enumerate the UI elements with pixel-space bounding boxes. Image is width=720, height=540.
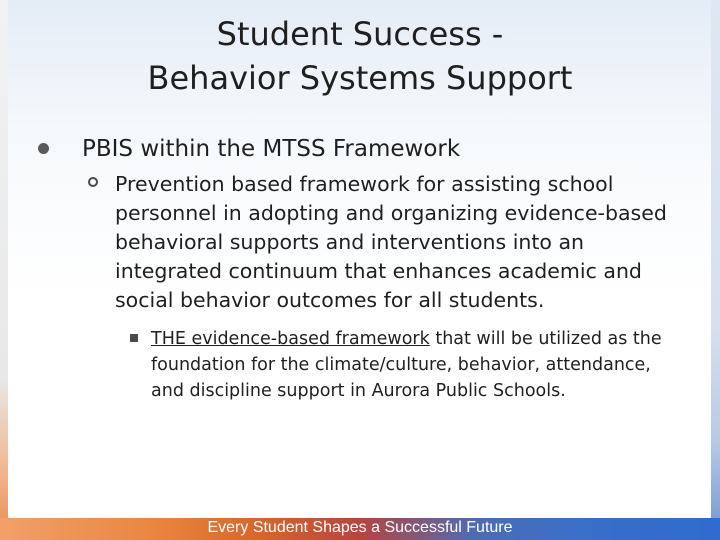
slide-title bbox=[0, 12, 720, 100]
bullet-1-text: PBIS within the MTSS Framework bbox=[82, 136, 461, 162]
hollow-circle-bullet-icon bbox=[88, 177, 98, 187]
title-line-1: Student Success - bbox=[216, 15, 504, 53]
bullet-3-rest-text: that will be utilized as the foundation for the climate/culture, behavior, attendance, and discipline support in Aurora Public Schools. bbox=[151, 329, 662, 401]
bullet-2-text: Prevention based framework for assisting school personnel in adopting and organizing evidence-based behavioral supports and interventions into an integrated continuum that enhances academic and social behavior outcomes for all students. bbox=[115, 172, 667, 312]
filled-circle-bullet-icon bbox=[38, 143, 49, 154]
footer-tagline: Every Student Shapes a Successful Future bbox=[207, 519, 513, 536]
title-line-2: Behavior Systems Support bbox=[147, 59, 573, 97]
bullet-3-underlined-text: THE evidence-based framework bbox=[151, 329, 430, 349]
square-bullet-icon bbox=[130, 334, 138, 342]
bullet-3-text bbox=[151, 326, 671, 404]
